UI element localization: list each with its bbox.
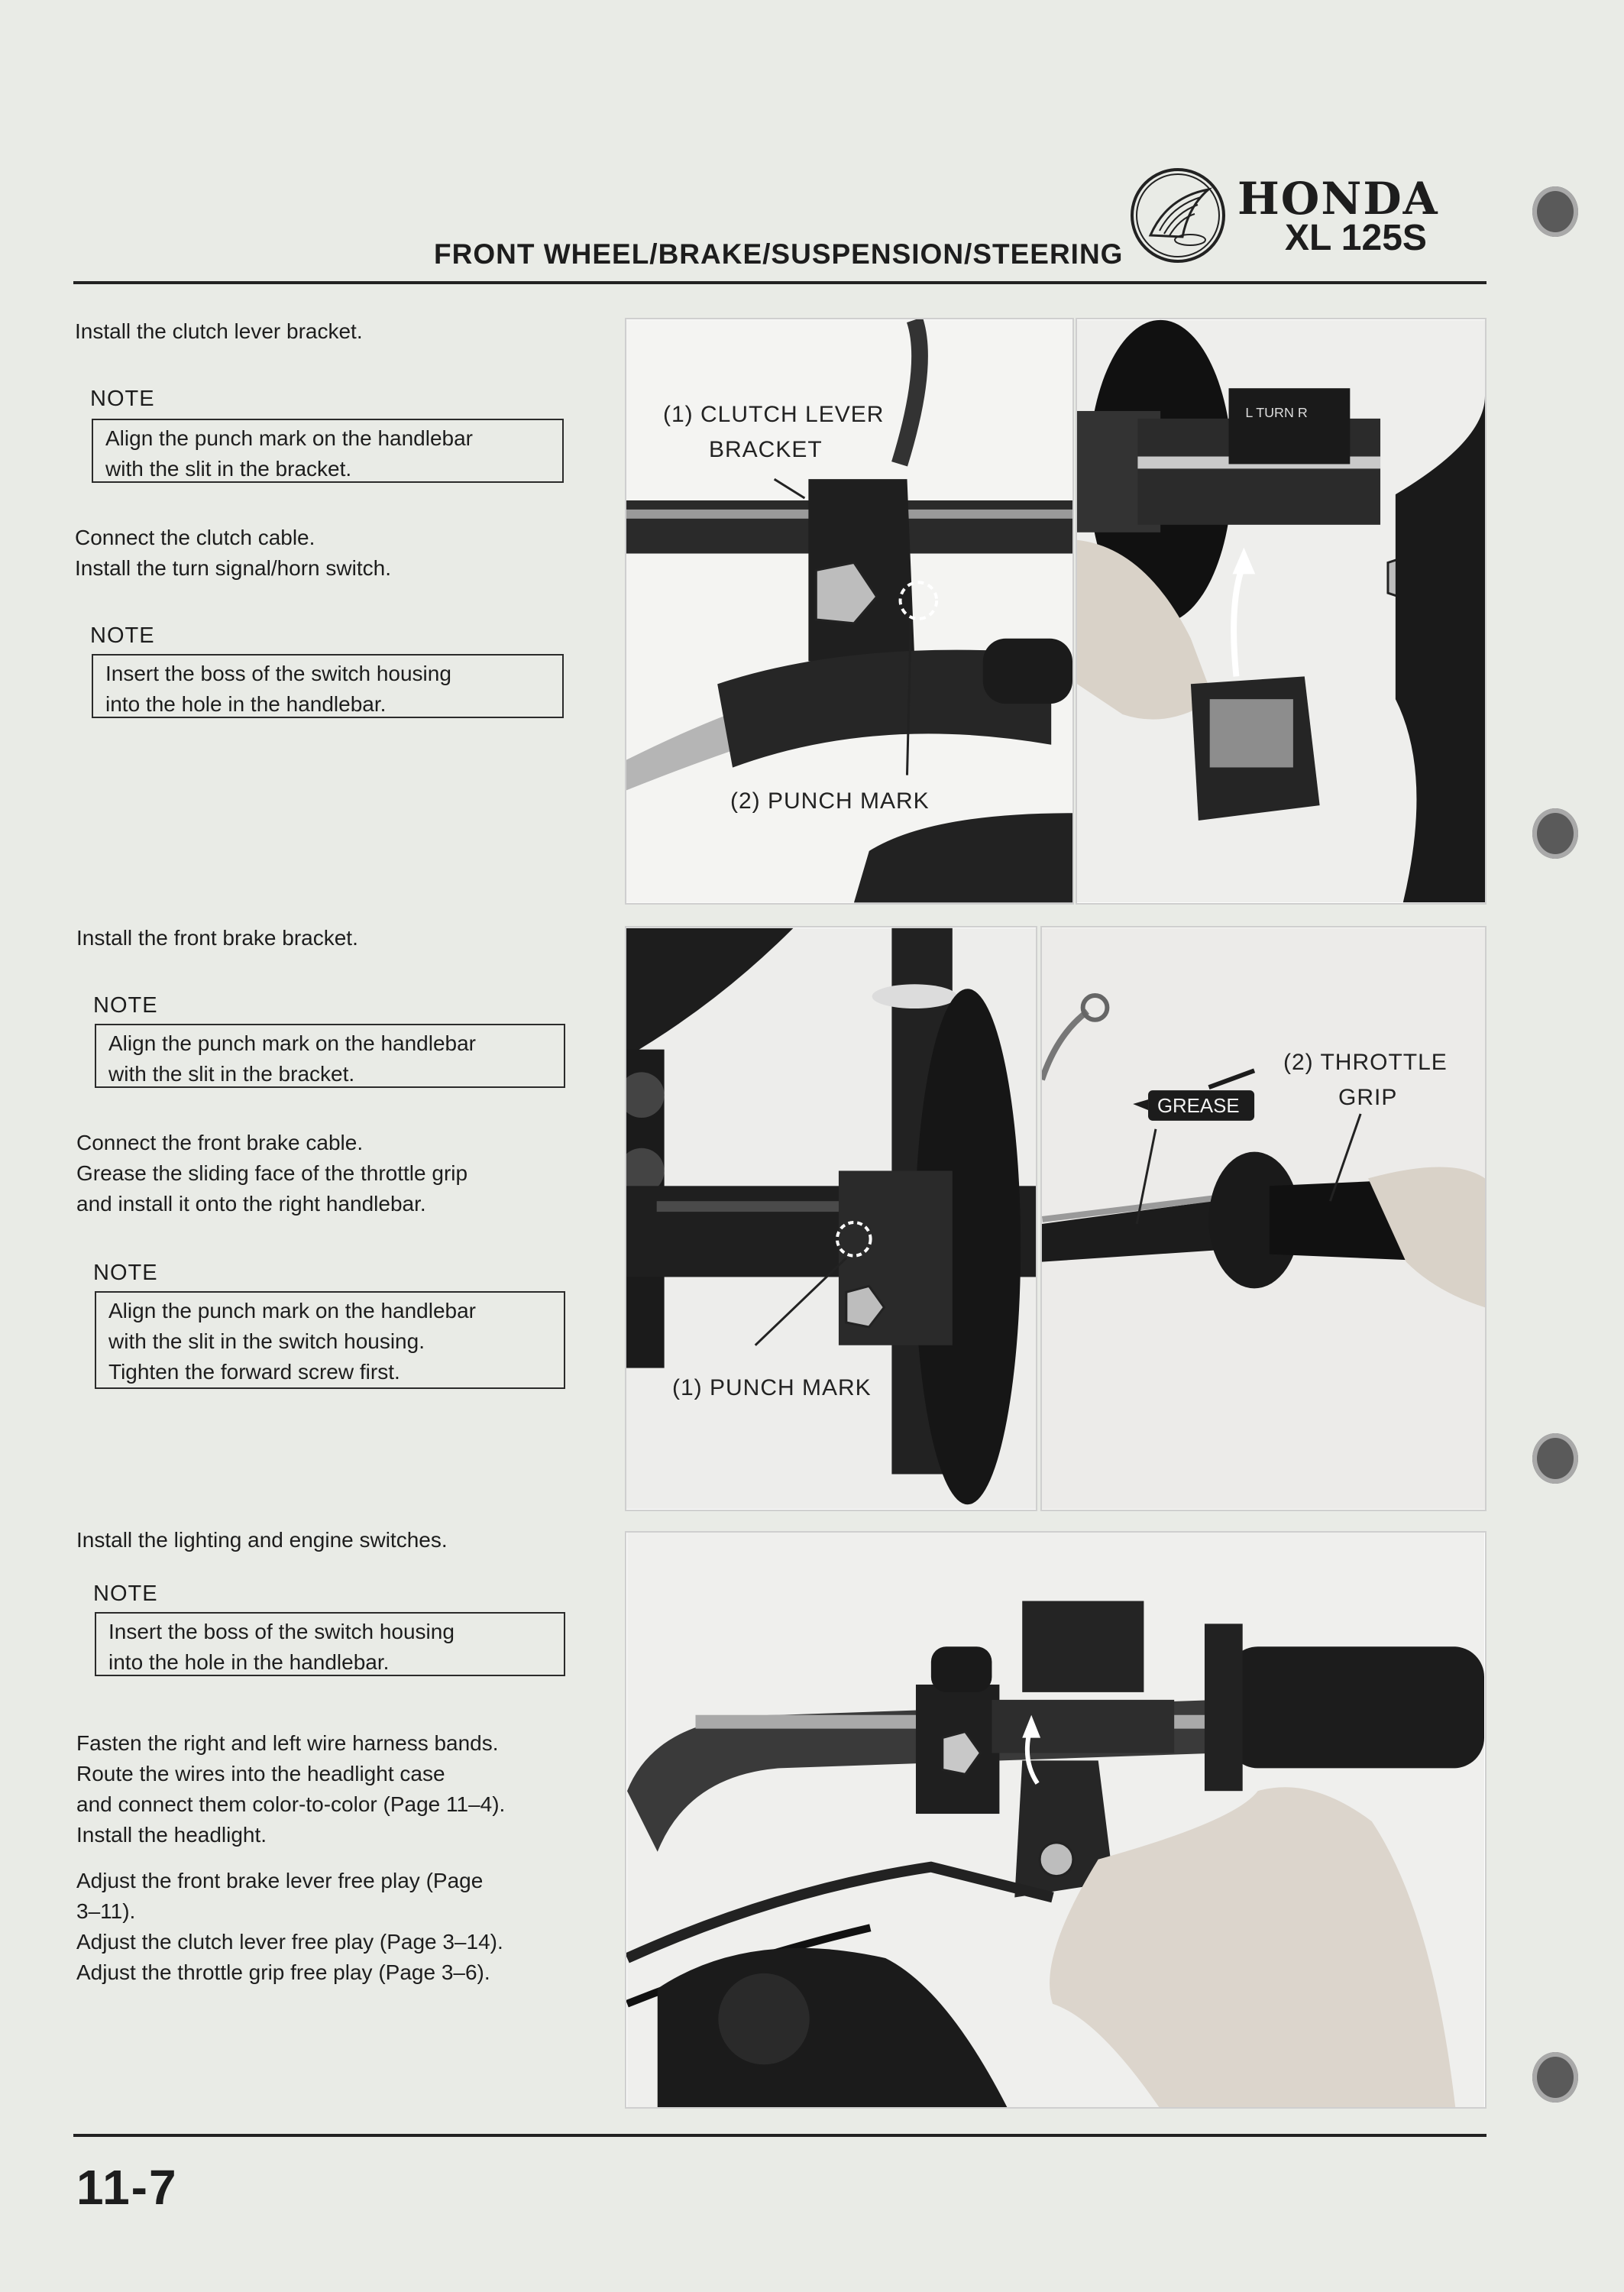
note-line: Insert the boss of the switch housing xyxy=(108,1620,455,1643)
note-label: NOTE xyxy=(93,1261,158,1285)
note-line: Align the punch mark on the handlebar xyxy=(108,1031,476,1055)
note-box xyxy=(92,419,564,483)
note-label: NOTE xyxy=(90,387,155,411)
note-line: Insert the boss of the switch housing xyxy=(105,662,451,685)
binder-hole xyxy=(1532,808,1578,859)
note-label: NOTE xyxy=(90,623,155,648)
grease-label: GREASE xyxy=(1157,1095,1240,1117)
note-label: NOTE xyxy=(93,1581,158,1606)
adjust-instructions xyxy=(76,1866,503,1988)
step-grease-throttle: Grease the sliding face of the throttle grip xyxy=(76,1161,468,1185)
turn-switch-label: L TURN R xyxy=(1245,404,1308,420)
note-box xyxy=(92,654,564,718)
page-number: 11-7 xyxy=(76,2160,178,2215)
step-connect-front-brake-cable: Connect the front brake cable. xyxy=(76,1131,364,1154)
photo-front-brake-bracket xyxy=(625,926,1037,1511)
callout-punch-mark: (2) PUNCH MARK xyxy=(730,788,930,814)
binder-hole xyxy=(1532,2052,1578,2103)
photo-lighting-engine-switches xyxy=(625,1531,1487,2109)
instruction-line: Fasten the right and left wire harness bands. xyxy=(76,1731,499,1755)
honda-wing-logo xyxy=(1129,167,1227,264)
instruction-line: and connect them color-to-color (Page 11–4). xyxy=(76,1792,506,1816)
note-line: Align the punch mark on the handlebar xyxy=(108,1299,476,1322)
model-name: XL 125S xyxy=(1285,218,1427,258)
note-line: into the hole in the handlebar. xyxy=(108,1650,390,1674)
callout-punch-mark: (1) PUNCH MARK xyxy=(672,1375,872,1400)
step-install-clutch-bracket: Install the clutch lever bracket. xyxy=(75,319,363,343)
photo-turn-signal-switch xyxy=(1076,318,1487,905)
note-line: Tighten the forward screw first. xyxy=(108,1360,400,1384)
note-line: with the slit in the bracket. xyxy=(108,1062,355,1086)
instruction-line: 3–11). xyxy=(76,1899,136,1923)
binder-hole xyxy=(1532,1433,1578,1484)
step-grease-throttle-2: and install it onto the right handlebar. xyxy=(76,1192,426,1216)
note-label: NOTE xyxy=(93,993,158,1018)
note-box xyxy=(95,1024,565,1088)
note-box xyxy=(95,1612,565,1676)
footer-rule xyxy=(73,2134,1487,2137)
instruction-line: Adjust the clutch lever free play (Page 3–14). xyxy=(76,1930,503,1954)
instruction-line: Route the wires into the headlight case xyxy=(76,1762,445,1785)
step-install-front-brake-bracket: Install the front brake bracket. xyxy=(76,926,358,950)
step-install-turn-signal: Install the turn signal/horn switch. xyxy=(75,556,391,580)
note-box xyxy=(95,1291,565,1389)
instruction-line: Install the headlight. xyxy=(76,1823,267,1847)
note-line: into the hole in the handlebar. xyxy=(105,692,387,716)
callout-clutch-lever-bracket: (1) CLUTCH LEVER xyxy=(663,402,885,427)
step-install-lighting-switches: Install the lighting and engine switches. xyxy=(76,1528,448,1552)
note-line: Align the punch mark on the handlebar xyxy=(105,426,473,450)
section-title: FRONT WHEEL/BRAKE/SUSPENSION/STEERING xyxy=(434,238,1124,270)
note-line: with the slit in the bracket. xyxy=(105,457,352,481)
instruction-line: Adjust the front brake lever free play (Page xyxy=(76,1869,484,1892)
binder-hole xyxy=(1532,186,1578,237)
callout-grip: GRIP xyxy=(1338,1085,1398,1110)
header-rule xyxy=(73,281,1487,284)
harness-instructions xyxy=(76,1728,505,1850)
photo-throttle-grip xyxy=(1040,926,1487,1511)
step-connect-clutch-cable: Connect the clutch cable. xyxy=(75,526,315,549)
callout-bracket: BRACKET xyxy=(709,437,823,462)
callout-throttle-grip: (2) THROTTLE xyxy=(1283,1050,1448,1075)
brand-name: HONDA xyxy=(1237,173,1439,225)
instruction-line: Adjust the throttle grip free play (Page 3–6). xyxy=(76,1960,490,1984)
note-line: with the slit in the switch housing. xyxy=(108,1329,425,1353)
